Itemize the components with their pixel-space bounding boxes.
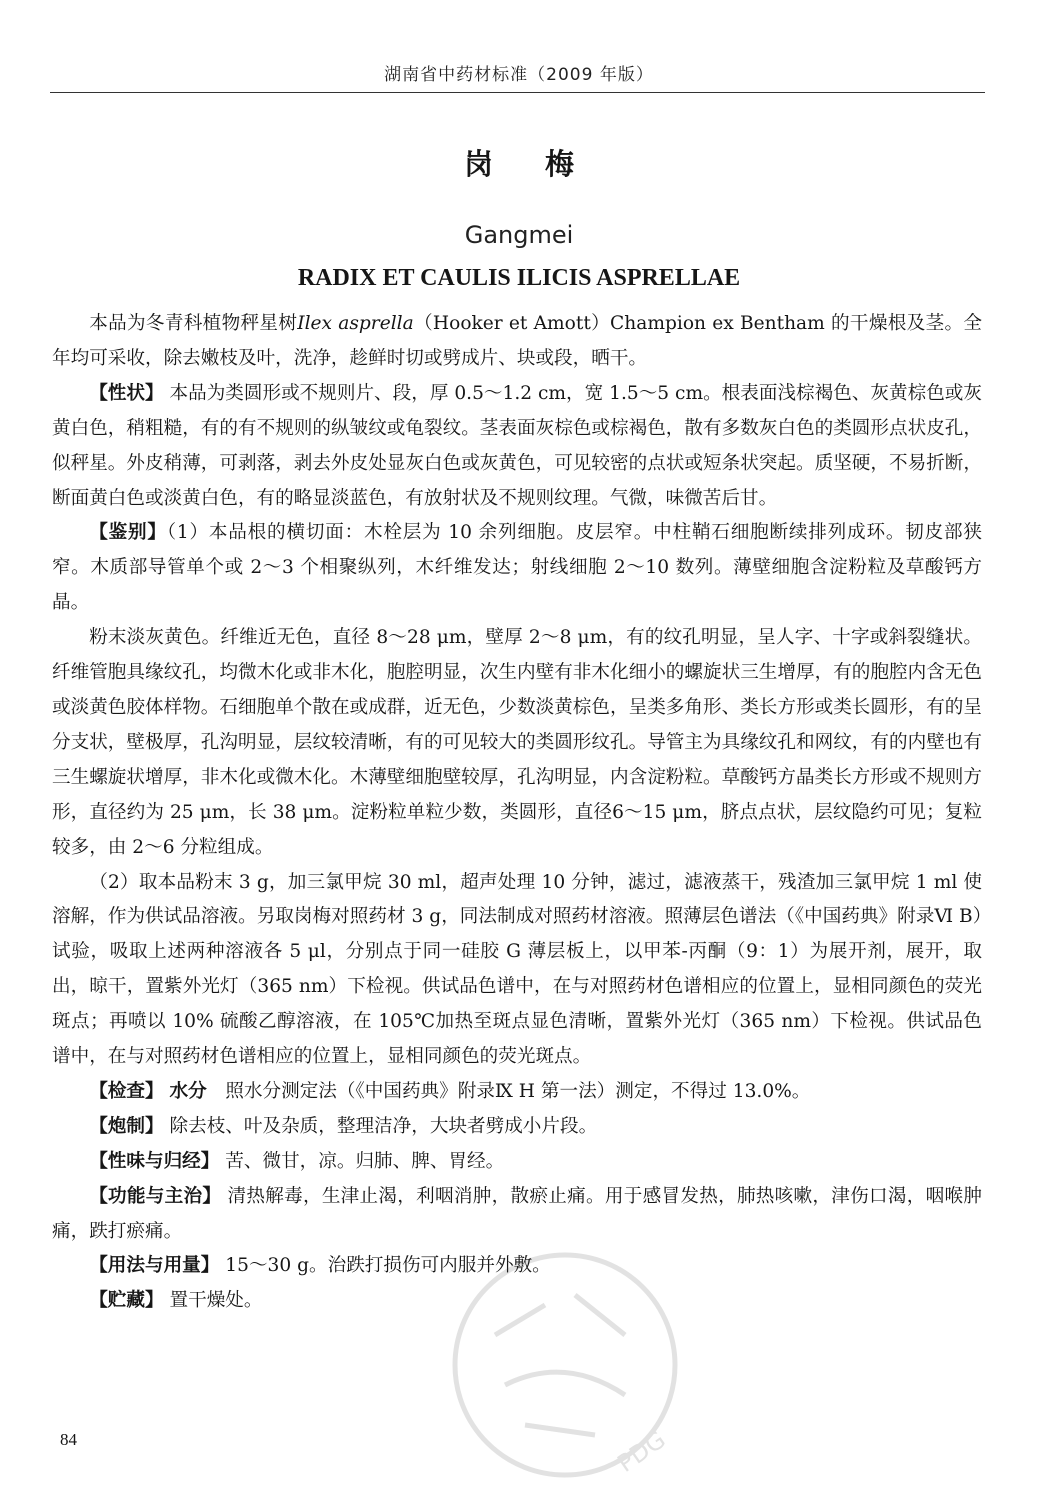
species-name: Ilex asprella [297,313,414,334]
functions-section: 【功能与主治】 清热解毒，生津止渴，利咽消肿，散瘀止痛。用于感冒发热，肺热咳嗽，津伤口渴，咽喉肿痛，跌打瘀痛。 [52,1185,982,1242]
inspection-label: 【检查】 [89,1080,164,1102]
intro-paragraph: 本品为冬青科植物秤星树Ilex asprella（Hooker et Amott）Champion ex Bentham 的干燥根及茎。全年均可采收，除去嫩枝及叶，洗净，趁鲜时切或劈成片、块或段，晒干。 [52,313,982,369]
usage-section: 【用法与用量】 15～30 g。治跌打损伤可内服并外敷。 [89,1255,551,1277]
nature-section: 【性味与归经】 苦、微甘，凉。归肺、脾、胃经。 [89,1150,505,1172]
processing-label: 【炮制】 [89,1115,164,1137]
monograph-pinyin: Gangmei [464,221,574,249]
monograph-latin-name: RADIX ET CAULIS ILICIS ASPRELLAE [297,265,741,291]
identification-section: 【鉴别】（1）本品根的横切面：木栓层为 10 余列细胞。皮层窄。中柱鞘石细胞断续排列成环。韧皮部狭窄。木质部导管单个或 2～3 个相聚纵列，木纤维发达；射线细胞 2～10 数列。薄壁细胞含淀粉粒及草酸钙方晶。 [52,522,982,614]
description-section: 【性状】 本品为类圆形或不规则片、段，厚 0.5～1.2 cm，宽 1.5～5 cm。根表面浅棕褐色、灰黄棕色或灰黄白色，稍粗糙，有的有不规则的纵皱纹或龟裂纹。茎表面灰棕色或棕褐色，散有多数灰白色的类圆形点状皮孔，似秤星。外皮稍薄，可剥落，剥去外皮处显灰白色或灰黄色，可见较密的点状或短条状突起。质坚硬，不易折断，断面黄白色或淡黄白色，有的略显淡蓝色，有放射状及不规则纹理。气微，味微苦后甘。 [52,382,982,509]
usage-label: 【用法与用量】 [89,1255,220,1277]
storage-section: 【贮藏】 置干燥处。 [89,1290,263,1312]
watermark-text: PDG [612,1425,671,1478]
monograph-body [52,307,982,1319]
identification-tlc-paragraph: （2）取本品粉末 3 g，加三氯甲烷 30 ml，超声处理 10 分钟，滤过，滤液蒸干，残渣加三氯甲烷 1 ml 使溶解，作为供试品溶液。另取岗梅对照药材 3 g，同法制成对照药材溶液。照薄层色谱法（《中国药典》附录Ⅵ B）试验，吸取上述两种溶液各 5 μl，分别点于同一硅胶 G 薄层板上，以甲苯-丙酮（9：1）为展开剂，展开，取出，晾干，置紫外光灯（365 nm）下检视。供试品色谱中，在与对照药材色谱相应的位置上，显相同颜色的荧光斑点；再喷以 10% 硫酸乙醇溶液，在 105℃加热至斑点显色清晰，置紫外光灯（365 nm）下检视。供试品色谱中，在与对照药材色谱相应的位置上，显相同颜色的荧光斑点。 [52,871,982,1068]
monograph-title: 岗梅 [463,147,626,181]
processing-section: 【炮制】 除去枝、叶及杂质，整理洁净，大块者劈成小片段。 [89,1115,598,1137]
running-header: 湖南省中药材标准（2009 年版） [384,65,654,85]
inspection-section: 【检查】 水分 照水分测定法（《中国药典》附录Ⅸ H 第一法）测定，不得过 13.0%。 [89,1080,811,1102]
functions-label: 【功能与主治】 [89,1185,222,1207]
moisture-label: 水分 [169,1080,207,1102]
storage-label: 【贮藏】 [89,1290,164,1312]
identification-label: 【鉴别】 [89,522,167,544]
nature-label: 【性味与归经】 [89,1150,220,1172]
description-label: 【性状】 [89,382,164,404]
library-stamp-watermark [425,1225,705,1505]
identification-powder-paragraph: 粉末淡灰黄色。纤维近无色，直径 8～28 μm，壁厚 2～8 μm，有的纹孔明显，呈人字、十字或斜裂缝状。纤维管胞具缘纹孔，均微木化或非木化，胞腔明显，次生内壁有非木化细小的螺旋状三生增厚，有的胞腔内含无色或淡黄色胶体样物。石细胞单个散在或成群，近无色，少数淡黄棕色，呈类多角形、类长方形或类长圆形，有的呈分支状，壁极厚，孔沟明显，层纹较清晰，有的可见较大的类圆形纹孔。导管主为具缘纹孔和网纹，有的内壁也有三生螺旋状增厚，非木化或微木化。木薄壁细胞壁较厚，孔沟明显，内含淀粉粒。草酸钙方晶类长方形或不规则方形，直径约为 25 μm，长 38 μm。淀粉粒单粒少数，类圆形，直径6～15 μm，脐点点状，层纹隐约可见；复粒较多，由 2～6 分粒组成。 [52,627,982,858]
page-number: 84 [60,1430,77,1449]
header-rule [50,92,985,93]
